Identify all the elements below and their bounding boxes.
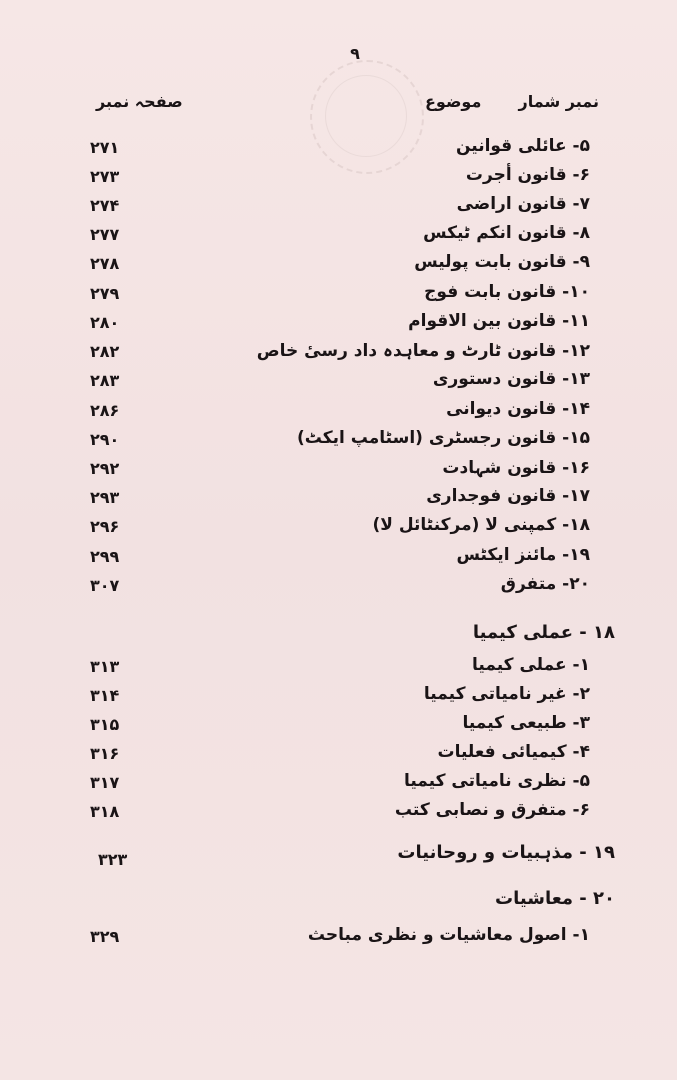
entry-title: ۱۰- قانون بابت فوج <box>424 282 590 302</box>
entry-page: ۲۹۶ <box>90 517 120 536</box>
toc-entry <box>90 655 590 683</box>
entry-title: ۵- نظری نامیاتی کیمیا <box>403 771 590 791</box>
entry-title: ۱۸- کمپنی لا (مرکنٹائل لا) <box>372 515 590 535</box>
entry-title: ۴- کیمیائی فعلیات <box>437 742 590 762</box>
entry-page: ۲۸۶ <box>90 401 120 420</box>
entry-page: ۲۷۱ <box>90 138 120 157</box>
section-19-page: ۳۲۳ <box>98 850 128 869</box>
entry-title: ۷- قانون اراضی <box>456 194 590 214</box>
entry-page: ۳۱۴ <box>90 686 120 705</box>
toc-entry <box>90 282 590 310</box>
entry-page: ۲۷۷ <box>90 225 120 244</box>
entry-title: ۱۴- قانون دیوانی <box>446 399 590 419</box>
toc-entry <box>90 369 590 397</box>
toc-entry <box>90 742 590 770</box>
toc-entry <box>90 925 590 953</box>
toc-entry <box>90 771 590 799</box>
entry-title: ۱۱- قانون بین الاقوام <box>408 311 590 331</box>
header-serial-number: نمبر شمار <box>518 92 599 111</box>
entry-page: ۳۱۶ <box>90 744 120 763</box>
entry-page: ۲۹۲ <box>90 459 120 478</box>
section-heading-18: ۱۸ - عملی کیمیا <box>472 622 615 643</box>
entry-page: ۳۲۹ <box>90 927 120 946</box>
entry-page: ۲۷۳ <box>90 167 120 186</box>
toc-entry <box>90 165 590 193</box>
entry-page: ۲۸۲ <box>90 342 120 361</box>
toc-entry <box>90 340 590 368</box>
header-page-number: صفحہ نمبر <box>96 92 183 111</box>
entry-title: ۱۵- قانون رجسٹری (اسٹامپ ایکٹ) <box>296 428 590 448</box>
entry-page: ۳۱۳ <box>90 657 120 676</box>
toc-entry <box>90 136 590 164</box>
entry-page: ۲۹۰ <box>90 430 120 449</box>
header-subject: موضوع <box>425 92 482 111</box>
entry-title: ۶- متفرق و نصابی کتب <box>394 800 590 820</box>
entry-page: ۲۷۹ <box>90 284 120 303</box>
entry-page: ۲۸۰ <box>90 313 120 332</box>
entry-title: ۱۹- مائنز ایکٹس <box>456 545 590 565</box>
entry-page: ۳۰۷ <box>90 576 120 595</box>
entry-title: ۱- عملی کیمیا <box>472 655 590 675</box>
toc-entry <box>90 486 590 514</box>
section-heading-19: ۱۹ - مذہبیات و روحانیات <box>397 842 615 863</box>
entry-title: ۶- قانون أجرت <box>465 165 590 185</box>
entry-page: ۲۸۳ <box>90 371 120 390</box>
entry-title: ۹- قانون بابت پولیس <box>414 252 590 272</box>
toc-entry <box>90 399 590 427</box>
toc-entry <box>90 311 590 339</box>
toc-entry <box>90 252 590 280</box>
entry-title: ۱۳- قانون دستوری <box>432 369 590 389</box>
toc-entry <box>90 713 590 741</box>
toc-entry <box>90 428 590 456</box>
entry-page: ۲۹۹ <box>90 547 120 566</box>
entry-page: ۳۱۸ <box>90 802 120 821</box>
section-heading-20: ۲۰ - معاشیات <box>495 888 615 909</box>
entry-title: ۸- قانون انکم ٹیکس <box>423 223 590 243</box>
entry-page: ۲۹۳ <box>90 488 120 507</box>
toc-entry <box>90 684 590 712</box>
entry-page: ۲۷۸ <box>90 254 120 273</box>
toc-entry <box>90 515 590 543</box>
entry-title: ۳- طبیعی کیمیا <box>462 713 590 733</box>
entry-title: ۲۰- متفرق <box>500 574 590 594</box>
entry-title: ۵- عائلی قوانین <box>455 136 590 156</box>
toc-entry <box>90 574 590 602</box>
toc-entry <box>90 223 590 251</box>
entry-page: ۳۱۷ <box>90 773 120 792</box>
entry-title: ۱۶- قانون شہادت <box>442 458 590 478</box>
entry-title: ۱- اصول معاشیات و نظری مباحث <box>307 925 590 945</box>
page-number: ۹ <box>350 44 360 63</box>
entry-title: ۲- غیر نامیاتی کیمیا <box>423 684 590 704</box>
toc-entry <box>90 545 590 573</box>
entry-title: ۱۲- قانون ٹارٹ و معاہدہ داد رسیٔ خاص <box>256 341 590 361</box>
toc-entry <box>90 800 590 828</box>
entry-title: ۱۷- قانون فوجداری <box>426 486 590 506</box>
toc-entry <box>90 457 590 485</box>
toc-entry <box>90 194 590 222</box>
entry-page: ۳۱۵ <box>90 715 120 734</box>
entry-page: ۲۷۴ <box>90 196 120 215</box>
